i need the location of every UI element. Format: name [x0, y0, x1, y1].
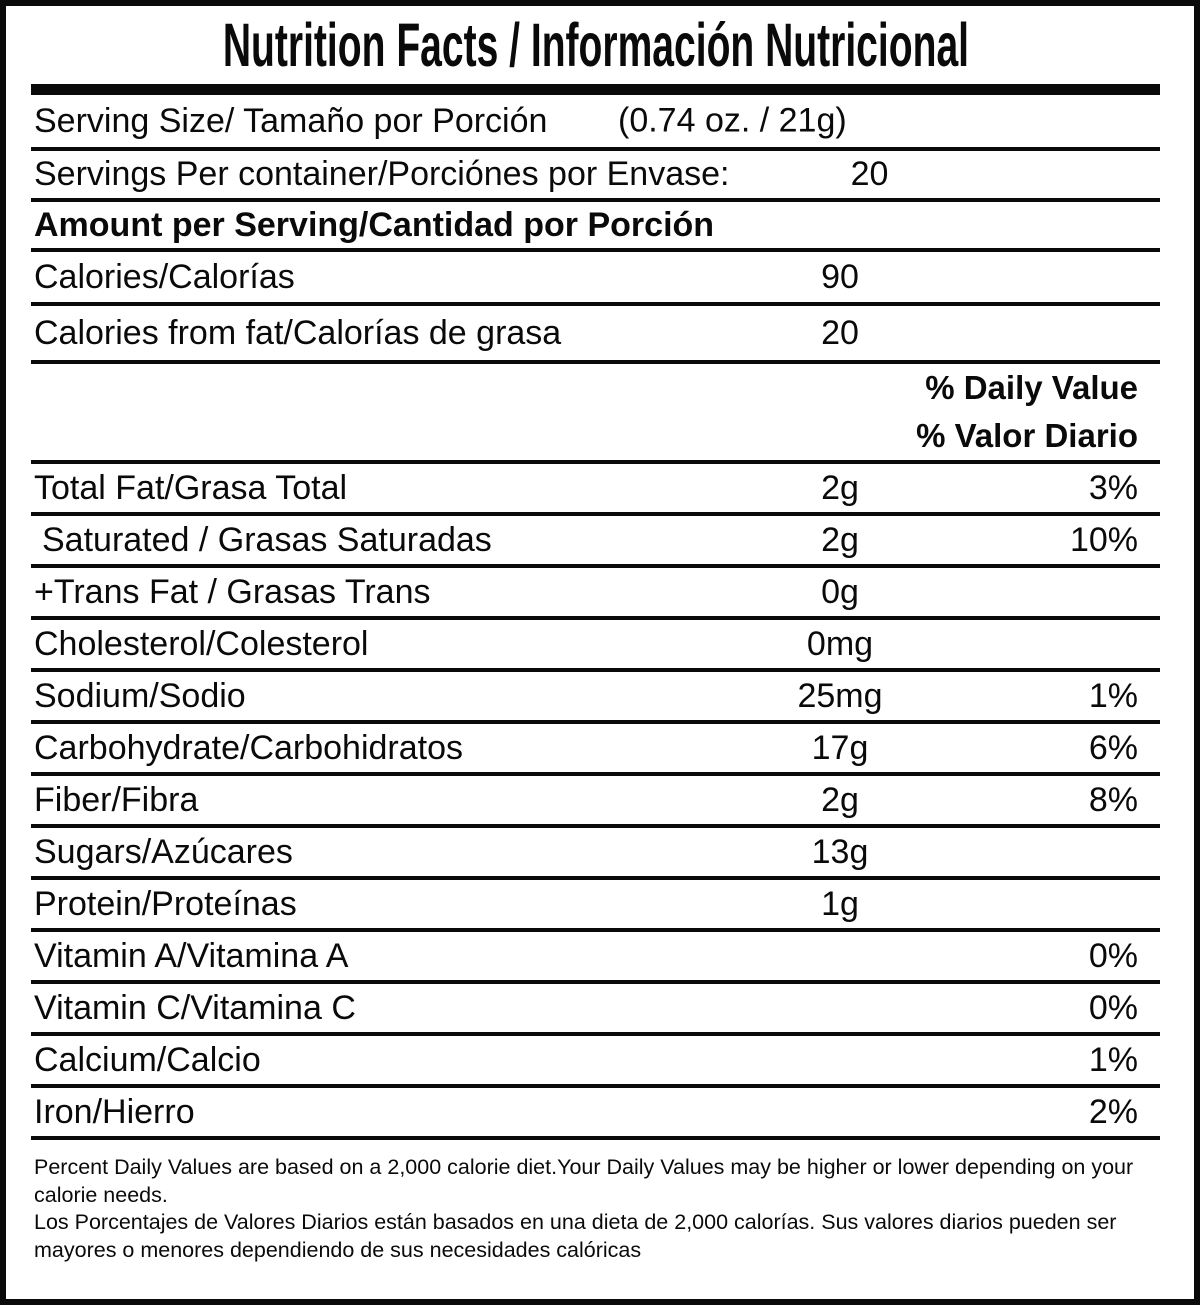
nutrient-label: +Trans Fat / Grasas Trans — [34, 572, 431, 611]
serving-size-label: Serving Size/ Tamaño por Porción — [34, 101, 548, 140]
serving-size-row — [31, 95, 1160, 151]
nutrient-label: Saturated / Grasas Saturadas — [42, 520, 492, 559]
footnote-spanish: Los Porcentajes de Valores Diarios están basados en una dieta de 2,000 calorías. Sus valores diarios pueden ser mayores o menores dependiendo de sus necesidades calóricas — [34, 1210, 1117, 1262]
nutrient-daily-value: 1% — [1088, 1040, 1138, 1079]
nutrient-daily-value: 1% — [1088, 676, 1138, 715]
nutrient-daily-value: 0% — [1088, 988, 1138, 1027]
nutrient-daily-value: 3% — [1088, 468, 1138, 507]
daily-value-header-es: % Valor Diario — [916, 417, 1138, 454]
nutrient-row — [31, 568, 1160, 620]
title-separator-bar — [31, 84, 1160, 95]
nutrient-row — [31, 464, 1160, 516]
nutrient-row — [31, 880, 1160, 932]
nutrient-amount: 2g — [821, 468, 859, 507]
nutrient-row — [31, 828, 1160, 880]
calories-label: Calories/Calorías — [34, 257, 295, 296]
nutrient-row — [31, 1036, 1160, 1088]
nutrient-row — [31, 776, 1160, 828]
nutrient-row — [31, 516, 1160, 568]
footnote-block — [31, 1140, 1160, 1299]
serving-size-value: (0.74 oz. / 21g) — [618, 101, 847, 140]
label-title: Nutrition Facts / Información Nutricional — [222, 11, 969, 79]
nutrient-amount: 13g — [811, 832, 869, 871]
calories-row — [31, 252, 1160, 306]
nutrient-amount: 17g — [811, 728, 869, 767]
calories-value: 90 — [821, 257, 859, 296]
nutrient-row — [31, 620, 1160, 672]
nutrient-label: Iron/Hierro — [34, 1092, 195, 1131]
nutrient-daily-value: 0% — [1088, 936, 1138, 975]
nutrient-amount: 2g — [821, 520, 859, 559]
nutrient-row — [31, 1088, 1160, 1140]
nutrient-amount: 25mg — [797, 676, 883, 715]
nutrient-label: Total Fat/Grasa Total — [34, 468, 348, 507]
nutrient-amount: 1g — [821, 884, 859, 923]
nutrient-label: Vitamin A/Vitamina A — [34, 936, 349, 975]
nutrient-daily-value: 10% — [1069, 520, 1138, 559]
daily-value-header-en: % Daily Value — [925, 369, 1138, 406]
nutrient-amount: 2g — [821, 780, 859, 819]
calories-from-fat-label: Calories from fat/Calorías de grasa — [34, 313, 562, 352]
nutrient-label: Calcium/Calcio — [34, 1040, 261, 1079]
nutrient-row — [31, 724, 1160, 776]
nutrient-daily-value: 8% — [1088, 780, 1138, 819]
nutrient-label: Sodium/Sodio — [34, 676, 246, 715]
nutrient-daily-value: 2% — [1088, 1092, 1138, 1131]
nutrient-amount: 0mg — [806, 624, 874, 663]
calories-from-fat-row — [31, 306, 1160, 364]
servings-per-container-row — [31, 151, 1160, 202]
nutrient-row — [31, 672, 1160, 724]
servings-per-container-value: 20 — [850, 155, 889, 193]
nutrient-label: Vitamin C/Vitamina C — [34, 988, 356, 1027]
nutrient-row — [31, 932, 1160, 984]
nutrient-daily-value: 6% — [1088, 728, 1138, 767]
servings-per-container-label: Servings Per container/Porciónes por Envase: — [34, 155, 730, 193]
amount-per-serving-heading: Amount per Serving/Cantidad por Porción — [34, 205, 715, 244]
nutrient-label: Carbohydrate/Carbohidratos — [34, 728, 464, 767]
calories-from-fat-value: 20 — [821, 313, 859, 352]
nutrient-label: Sugars/Azúcares — [34, 832, 293, 871]
nutrient-row — [31, 984, 1160, 1036]
nutrient-label: Protein/Proteínas — [34, 884, 297, 923]
nutrient-rows-container — [31, 464, 1160, 1140]
footnote-english: Percent Daily Values are based on a 2,000 calorie diet.Your Daily Values may be higher or lower depending on your calorie needs. — [34, 1155, 1134, 1207]
label-header — [31, 6, 1160, 84]
nutrient-amount: 0g — [821, 572, 859, 611]
daily-value-header-block — [31, 364, 1160, 464]
nutrient-label: Cholesterol/Colesterol — [34, 624, 369, 663]
amount-per-serving-row — [31, 202, 1160, 252]
nutrient-label: Fiber/Fibra — [34, 780, 199, 819]
